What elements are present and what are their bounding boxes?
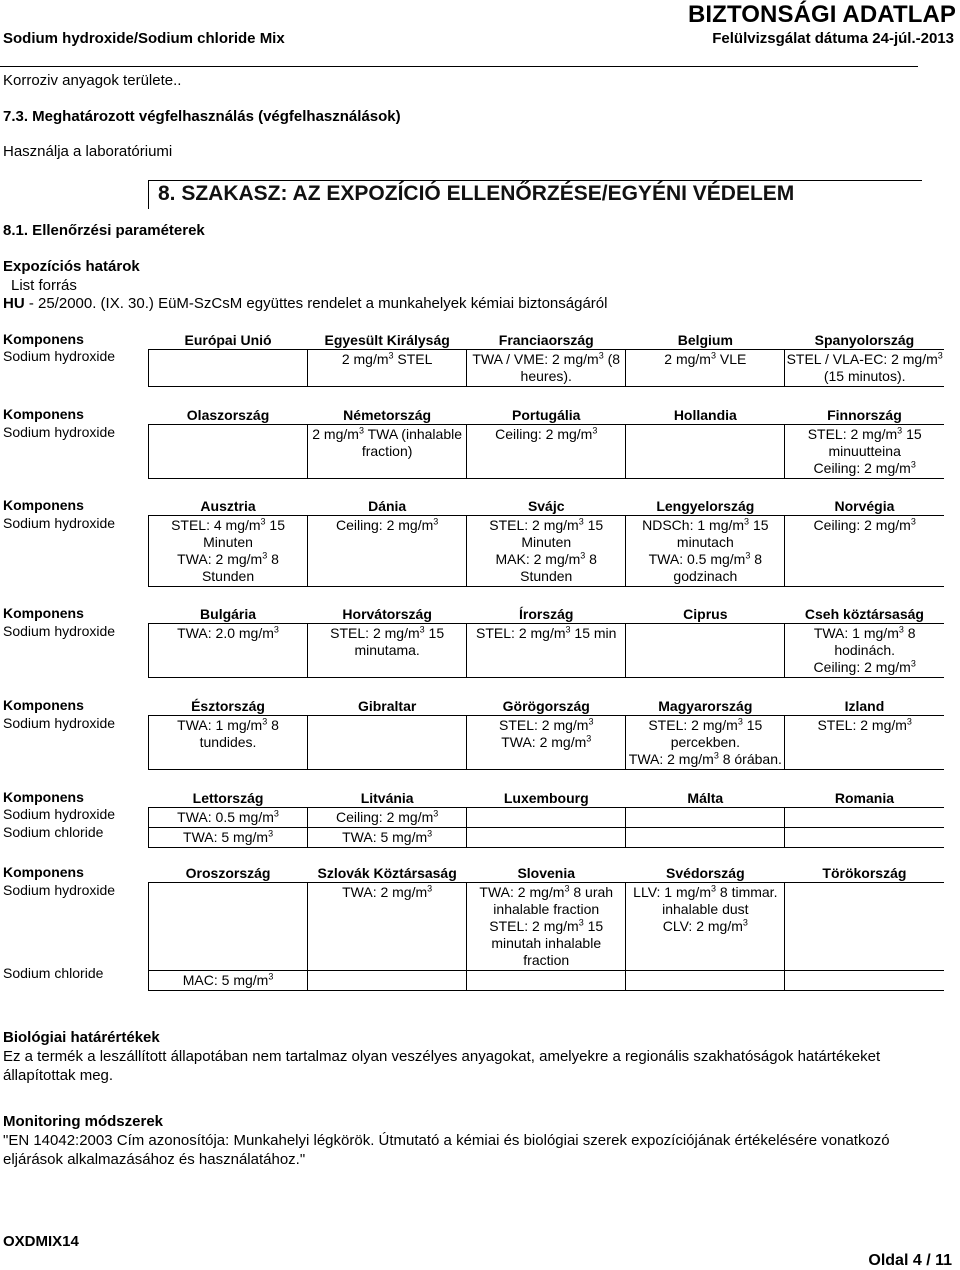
- country-header: Egyesült Királyság: [308, 331, 467, 350]
- country-header: Svájc: [467, 497, 626, 516]
- biological-limits-text: Ez a termék a leszállított állapotában nem tartalmaz olyan veszélyes anyagokat, amelyekre a regionális szakhatóságok határtékeket állapítottak meg.: [3, 1048, 881, 1084]
- table-row: [149, 716, 945, 770]
- limit-cell: STEL: 2 $mg/m^3$ 15 minutama.: [308, 624, 467, 678]
- exposure-table: [148, 697, 944, 770]
- limit-cell: [785, 883, 944, 971]
- exposure-table: [148, 605, 944, 678]
- substance-label: Sodium hydroxide: [3, 623, 116, 639]
- limit-cell: STEL: 4 $mg/m^3$ 15 Minuten TWA: 2 $mg/m^3$ 8 Stunden: [149, 516, 308, 587]
- limit-cell: [626, 828, 785, 848]
- page-number: Oldal 4 / 11: [868, 1252, 952, 1269]
- country-header: Ciprus: [626, 605, 785, 624]
- exposure-table: [148, 497, 944, 587]
- limit-cell: STEL / VLA-EC: 2 $mg/m^3$ (15 minutos).: [785, 350, 944, 387]
- table-row: [149, 808, 945, 828]
- limit-cell: STEL: 2 $mg/m^3$: [785, 716, 944, 770]
- product-name: Sodium hydroxide/Sodium chloride Mix: [3, 30, 285, 47]
- limit-cell: TWA: 5 $mg/m^3$: [308, 828, 467, 848]
- exposure-table: [148, 406, 944, 479]
- country-header: Belgium: [626, 331, 785, 350]
- country-header: Írország: [467, 605, 626, 624]
- hu-regulation: - 25/2000. (IX. 30.) EüM-SzCsM együttes rendelet a munkahelyek kémiai biztonságáról: [24, 295, 608, 312]
- section-8-1-heading: 8.1. Ellenőrzési paraméterek: [3, 222, 205, 239]
- limit-cell: STEL: 2 $mg/m^3$ 15 percekben. TWA: 2 $mg/m^3$ 8 órában.: [626, 716, 785, 770]
- table-row: [149, 350, 945, 387]
- country-header: Magyarország: [626, 697, 785, 716]
- limit-cell: [785, 808, 944, 828]
- table-row: [149, 624, 945, 678]
- limit-cell: STEL: 2 $mg/m^3$ 15 Minuten MAK: 2 $mg/m^3$ 8 Stunden: [467, 516, 626, 587]
- limit-cell: [149, 350, 308, 387]
- country-header: Lengyelország: [626, 497, 785, 516]
- country-header: Gibraltar: [308, 697, 467, 716]
- komponens-label: Komponens: [3, 864, 84, 880]
- country-header: Franciaország: [467, 331, 626, 350]
- limit-cell: TWA: 2 $mg/m^3$ 8 urah inhalable fraction STEL: 2 $mg/m^3$ 15 minutah inhalable fraction: [467, 883, 626, 971]
- country-header: Horvátország: [308, 605, 467, 624]
- limit-cell: [626, 425, 785, 479]
- hu-regulation-text: [3, 295, 607, 312]
- limit-cell: [308, 971, 467, 991]
- komponens-label: Komponens: [3, 406, 84, 422]
- country-header: Törökország: [785, 864, 944, 883]
- country-header: Oroszország: [149, 864, 308, 883]
- country-header: Romania: [785, 789, 944, 808]
- limit-cell: [785, 971, 944, 991]
- table-row: [149, 516, 945, 587]
- hu-code: HU: [3, 295, 25, 312]
- country-header: Izland: [785, 697, 944, 716]
- limit-cell: [308, 716, 467, 770]
- substance-label: Sodium hydroxide: [3, 715, 116, 731]
- limit-cell: Ceiling: 2 $mg/m^3$: [467, 425, 626, 479]
- header-divider: [0, 66, 918, 67]
- country-header: Ausztria: [149, 497, 308, 516]
- country-header: Lettország: [149, 789, 308, 808]
- limit-cell: Ceiling: 2 $mg/m^3$: [308, 516, 467, 587]
- monitoring-heading: Monitoring módszerek: [3, 1113, 164, 1130]
- limit-cell: [149, 883, 308, 971]
- limit-cell: TWA: 1 $mg/m^3$ 8 hodinách. Ceiling: 2 $mg/m^3$: [785, 624, 944, 678]
- country-header: Slovenia: [467, 864, 626, 883]
- limit-cell: STEL: 2 $mg/m^3$ 15 minuutteina Ceiling: 2 $mg/m^3$: [785, 425, 944, 479]
- document-title: BIZTONSÁGI ADATLAP: [687, 1, 956, 28]
- country-header: Szlovák Köztársaság: [308, 864, 467, 883]
- limit-cell: TWA: 1 $mg/m^3$ 8 tundides.: [149, 716, 308, 770]
- limit-cell: [467, 971, 626, 991]
- country-header: Svédország: [626, 864, 785, 883]
- limit-cell: 2 $mg/m^3$ STEL: [308, 350, 467, 387]
- limit-cell: TWA: 0.5 $mg/m^3$: [149, 808, 308, 828]
- limit-cell: Ceiling: 2 $mg/m^3$: [785, 516, 944, 587]
- limit-cell: [626, 808, 785, 828]
- limit-cell: [626, 624, 785, 678]
- limit-cell: TWA: 2.0 $mg/m^3$: [149, 624, 308, 678]
- table-row: [149, 883, 945, 971]
- limit-cell: STEL: 2 $mg/m^3$ 15 min: [467, 624, 626, 678]
- substance-label: Sodium hydroxide: [3, 348, 116, 364]
- document-code: OXDMIX14: [3, 1233, 79, 1250]
- country-header: Európai Unió: [149, 331, 308, 350]
- country-header: Hollandia: [626, 406, 785, 425]
- exposure-limits-heading: Expozíciós határok: [3, 258, 140, 275]
- revision-date: Felülvizsgálat dátuma 24-júl.-2013: [712, 30, 954, 47]
- limit-cell: STEL: 2 $mg/m^3$ TWA: 2 $mg/m^3$: [467, 716, 626, 770]
- country-header: Spanyolország: [785, 331, 944, 350]
- limit-cell: TWA: 5 $mg/m^3$: [149, 828, 308, 848]
- limit-cell: [467, 828, 626, 848]
- limit-cell: NDSCh: 1 $mg/m^3$ 15 minutach TWA: 0.5 $mg/m^3$ 8 godzinach: [626, 516, 785, 587]
- country-header: Cseh köztársaság: [785, 605, 944, 624]
- substance-label: Sodium hydroxide: [3, 806, 116, 822]
- section-7-3-heading: 7.3. Meghatározott végfelhasználás (végfelhasználások): [3, 108, 401, 125]
- limit-cell: [785, 828, 944, 848]
- exposure-table: [148, 789, 944, 848]
- country-header: Görögország: [467, 697, 626, 716]
- corrosive-area-text: Korroziv anyagok területe..: [3, 72, 182, 89]
- limit-cell: [626, 971, 785, 991]
- country-header: Németország: [308, 406, 467, 425]
- exposure-table: [148, 864, 944, 991]
- substance-label: Sodium hydroxide: [3, 424, 116, 440]
- list-source-label: List forrás: [11, 277, 77, 294]
- substance-label: Sodium hydroxide: [3, 515, 116, 531]
- limit-cell: Ceiling: 2 $mg/m^3$: [308, 808, 467, 828]
- komponens-label: Komponens: [3, 605, 84, 621]
- table-row: [149, 828, 945, 848]
- biological-limits-heading: Biológiai határértékek: [3, 1029, 160, 1046]
- section-8-title: 8. SZAKASZ: AZ EXPOZÍCIÓ ELLENŐRZÉSE/EGYÉNI VÉDELEM: [158, 182, 795, 205]
- country-header: Dánia: [308, 497, 467, 516]
- limit-cell: TWA / VME: 2 $mg/m^3$ (8 heures).: [467, 350, 626, 387]
- exposure-table: [148, 331, 944, 387]
- country-header: Málta: [626, 789, 785, 808]
- substance-label: Sodium chloride: [3, 965, 104, 981]
- country-header: Litvánia: [308, 789, 467, 808]
- limit-cell: [149, 425, 308, 479]
- limit-cell: LLV: 1 $mg/m^3$ 8 timmar. inhalable dust CLV: 2 $mg/m^3$: [626, 883, 785, 971]
- monitoring-text: "EN 14042:2003 Cím azonosítója: Munkahelyi légkörök. Útmutató a kémiai és biológiai szerek expozíciójának értékelésére vonatkozó eljárások alkalmazásához és használatához.": [3, 1132, 890, 1168]
- use-text: Használja a laboratóriumi: [3, 143, 173, 160]
- komponens-label: Komponens: [3, 497, 84, 513]
- country-header: Luxembourg: [467, 789, 626, 808]
- komponens-label: Komponens: [3, 697, 84, 713]
- substance-label: Sodium hydroxide: [3, 882, 116, 898]
- limit-cell: 2 $mg/m^3$ VLE: [626, 350, 785, 387]
- country-header: Finnország: [785, 406, 944, 425]
- table-row: [149, 971, 945, 991]
- country-header: Olaszország: [149, 406, 308, 425]
- country-header: Norvégia: [785, 497, 944, 516]
- country-header: Portugália: [467, 406, 626, 425]
- komponens-label: Komponens: [3, 789, 84, 805]
- komponens-label: Komponens: [3, 331, 84, 347]
- table-row: [149, 425, 945, 479]
- limit-cell: [467, 808, 626, 828]
- limit-cell: MAC: 5 $mg/m^3$: [149, 971, 308, 991]
- limit-cell: TWA: 2 $mg/m^3$: [308, 883, 467, 971]
- substance-label: Sodium chloride: [3, 824, 104, 840]
- limit-cell: 2 $mg/m^3$ TWA (inhalable fraction): [308, 425, 467, 479]
- country-header: Bulgária: [149, 605, 308, 624]
- country-header: Észtország: [149, 697, 308, 716]
